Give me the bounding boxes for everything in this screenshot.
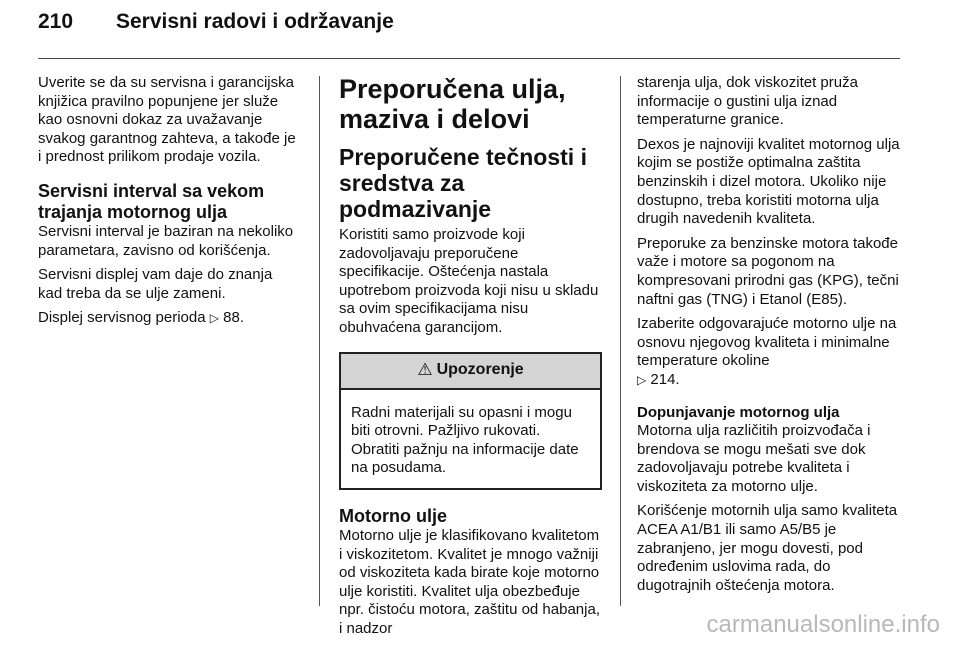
recommended-fluids-paragraph: Koristiti samo proizvode koji zadovoljavaju preporučene specifikacije. Oštećenja nastala upotrebom proizvoda koji nisu u skladu sa ovim specifikacijama nisu obuhvaćena garancijom. bbox=[339, 226, 599, 336]
oil-mixing-paragraph: Motorna ulja različitih proizvođača i brendova se mogu mešati sve dok zadovoljavaju potrebe kvaliteta i viskoziteta za motorno ulje. bbox=[637, 422, 871, 495]
service-interval-paragraph-2: Servisni displej vam daje do znanja kad treba da se ulje zameni. bbox=[38, 266, 273, 302]
reference-link[interactable]: 88. bbox=[223, 309, 245, 327]
watermark: carmanualsonline.info bbox=[706, 611, 940, 638]
page-title: Servisni radovi i održavanje bbox=[116, 10, 394, 33]
warning-header bbox=[341, 354, 600, 390]
column-1 bbox=[38, 74, 300, 334]
section-main-heading: Preporučena ulja, maziva i delovi bbox=[339, 74, 566, 134]
gas-engines-paragraph: Preporuke za benzinske motora takođe važe i motore sa pogonom na kompresovani prirodni gas (KPG), tečni naftni gas (TNG) i Etanol (E85). bbox=[637, 234, 899, 308]
acea-paragraph: Korišćenje motornih ulja samo kvaliteta ACEA A1/B1 ili samo A5/B5 je zabranjeno, jer mogu dovesti, pod određenim uslovima rada, do dugotrajnih oštećenja motora. bbox=[637, 502, 898, 594]
warning-body: Radni materijali su opasni i mogu biti otrovni. Pažljivo rukovati. Obratiti pažnju na informacije date na posudama. bbox=[351, 403, 579, 477]
section-sub-heading: Preporučene tečnosti i sredstva za podmazivanje bbox=[339, 144, 587, 222]
warning-box bbox=[339, 352, 602, 490]
oil-topping-up-heading: Dopunjavanje motornog ulja bbox=[637, 403, 840, 421]
intro-paragraph: Uverite se da su servisna i garancijska knjižica pravilno popunjene jer služe kao osnovni dokaz za uvažavanje svakog garantnog zahteva, a takođe je i prednost prilikom prodaje vozila. bbox=[38, 74, 296, 166]
page-number: 210 bbox=[38, 10, 74, 33]
column-divider-2 bbox=[620, 76, 621, 606]
header-divider bbox=[38, 58, 900, 59]
warning-triangle-icon: ⚠ bbox=[417, 360, 433, 380]
column-3 bbox=[637, 74, 905, 601]
oil-selection-reference-link[interactable]: 214. bbox=[650, 370, 680, 388]
oil-selection-text: Izaberite odgovarajuće motorno ulje na osnovu njegovog kvaliteta i minimalne temperature okoline bbox=[637, 315, 897, 370]
service-display-reference bbox=[38, 309, 300, 328]
oil-selection-paragraph bbox=[637, 315, 905, 389]
page-reference-icon: ▷ bbox=[637, 372, 647, 387]
service-interval-paragraph-1: Servisni interval je baziran na nekoliko parametara, zavisno od korišćenja. bbox=[38, 222, 294, 259]
column-divider-1 bbox=[319, 76, 320, 606]
dexos-paragraph: Dexos je najnoviji kvalitet motornog ulja kojim se postiže optimalna zaštita benzinskih i dizel motora. Ukoliko nije dostupno, treba koristiti motorna ulja drugih navedenih kvaliteta. bbox=[637, 135, 900, 228]
reference-text: Displej servisnog perioda bbox=[38, 309, 206, 327]
oil-aging-paragraph: starenja ulja, dok viskozitet pruža informacije o gustini ulja iznad temperaturne granice. bbox=[637, 74, 858, 129]
motor-oil-paragraph: Motorno ulje je klasifikovano kvalitetom i viskozitetom. Kvalitet je mnogo važniji od viskoziteta kada birate koje motorno ulje koristiti. Kvalitet ulja obezbeđuje npr. čistoću motora, zaštitu od habanja, i nadzor bbox=[339, 526, 600, 637]
motor-oil-heading: Motorno ulje bbox=[339, 505, 447, 526]
column-2 bbox=[339, 74, 602, 645]
page-reference-icon: ▷ bbox=[209, 311, 219, 326]
warning-title: Upozorenje bbox=[436, 361, 524, 379]
service-interval-heading: Servisni interval sa vekom trajanja motornog ulja bbox=[38, 180, 265, 222]
